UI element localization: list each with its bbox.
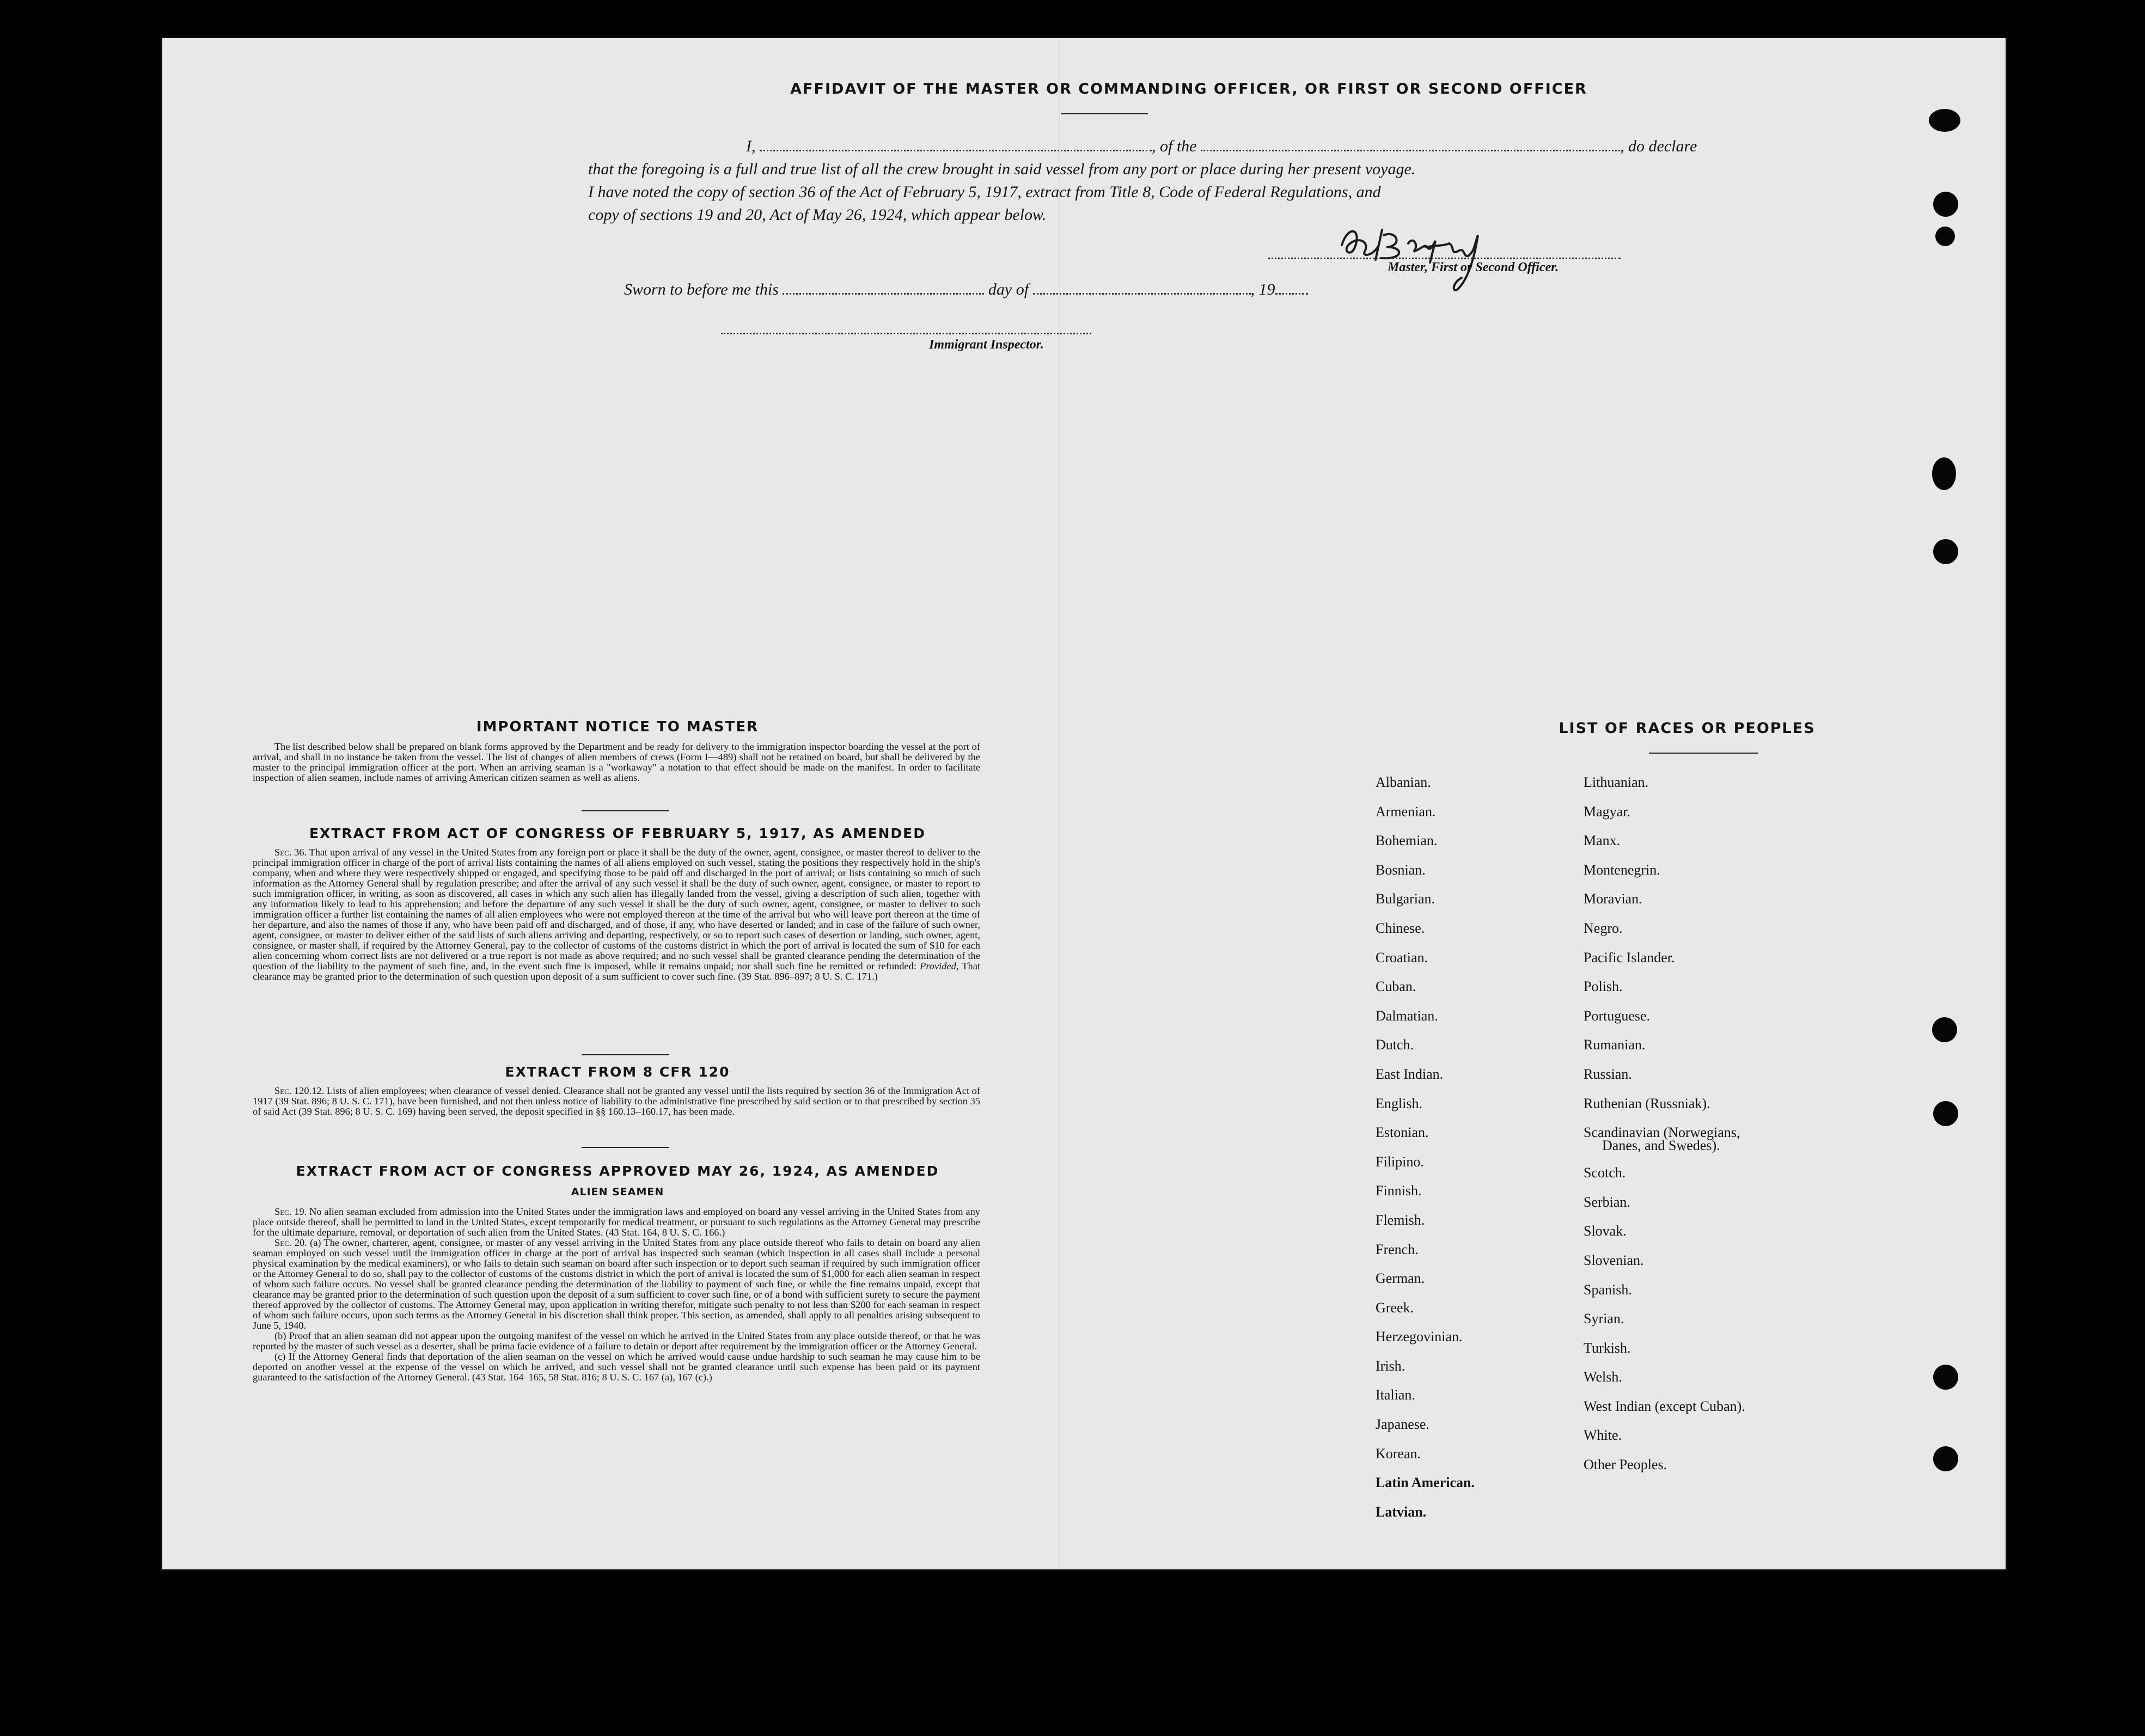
extract-1917-text — [253, 847, 980, 982]
punch-hole — [1932, 457, 1956, 490]
race-item: Syrian. — [1584, 1311, 1624, 1327]
extract-cfr-text — [253, 1086, 980, 1117]
punch-hole — [1933, 192, 1958, 217]
race-item: Portuguese. — [1584, 1007, 1651, 1024]
race-item: Albanian. — [1376, 774, 1431, 790]
officer-signature-line[interactable] — [1268, 258, 1621, 259]
race-item: Croatian. — [1376, 949, 1428, 965]
race-item: Negro. — [1584, 920, 1623, 936]
page-fold — [1059, 38, 1060, 1569]
of-the-label: , of the — [1152, 137, 1197, 155]
declarant-prefix: I, — [746, 137, 756, 155]
notice-text: The list described below shall be prepared on blank forms approved by the Department and be ready for delivery to the immigration inspector boarding the vessel at the port of arrival, and shall in no instance be taken from the vessel. The list of changes of alien members of crews (Form I—489) shall not be retained on board, but shall be delivered by the master to the principal immigration officer at the port. When an arriving seaman is a "workaway" a notation to that effect should be made on the manifest. In order to facilitate inspection of alien seamen, include names of arriving American citizen seamen as well as aliens. — [253, 741, 980, 783]
race-item: White. — [1584, 1427, 1622, 1444]
race-item: Moravian. — [1584, 891, 1642, 907]
race-item: Bosnian. — [1376, 861, 1426, 878]
race-item: Greek. — [1376, 1299, 1414, 1316]
declaration-line-2: that the foregoing is a full and true list of all the crew brought in said vessel from any port or place during her present voyage. — [588, 160, 1416, 178]
race-item: Turkish. — [1584, 1340, 1631, 1356]
punch-hole — [1935, 227, 1955, 246]
sworn-year-label: , 19 — [1250, 280, 1275, 298]
race-item: Filipino. — [1376, 1153, 1424, 1170]
race-item: Russian. — [1584, 1066, 1632, 1082]
races-left-column — [1376, 768, 1475, 1526]
race-item: Polish. — [1584, 979, 1623, 995]
race-item: Scandinavian (Norwegians, — [1584, 1124, 1740, 1141]
race-item: Armenian. — [1376, 803, 1436, 820]
race-item: Serbian. — [1584, 1194, 1630, 1210]
sec-20-label: Sec. 20. — [274, 1237, 307, 1248]
extract-1917-title: EXTRACT FROM ACT OF CONGRESS OF FEBRUARY 5, 1917, AS AMENDED — [309, 826, 926, 841]
race-item: Bulgarian. — [1376, 891, 1435, 907]
extract-1924-subtitle: ALIEN SEAMEN — [571, 1186, 664, 1198]
manifest-back-page — [162, 38, 2006, 1569]
race-item: Herzegovinian. — [1376, 1329, 1463, 1345]
sworn-day-blank[interactable] — [783, 293, 984, 295]
punch-hole — [1933, 539, 1958, 564]
race-item: Spanish. — [1584, 1281, 1632, 1298]
officer-signature — [1332, 213, 1506, 295]
race-item: Ruthenian (Russniak). — [1584, 1095, 1710, 1111]
race-item: Pacific Islander. — [1584, 949, 1675, 965]
race-item: Danes, and Swedes). — [1602, 1138, 1720, 1154]
race-item: Latin American. — [1376, 1475, 1475, 1491]
race-item: East Indian. — [1376, 1066, 1444, 1082]
extract-cfr-rule — [582, 1147, 669, 1148]
notice-rule — [582, 810, 669, 811]
sec-36-body: That upon arrival of any vessel in the United States from any foreign port or place it shall be the duty of the owner, agent, consignee, or master thereof to deliver to the principal immigration officer in charge of the port of arrival lists containing the names of all aliens employed on such vessel, stating the positions they respectively hold in the ship's company, when and where they were respectively shipped or engaged, and specifying those to be paid off and discharged in the port of arrival; or lists containing so much of such information as the Attorney General shall by regulation prescribe; and after the arrival of any such vessel it shall be the duty of such owner, agent, consignee, or master to report to such immigration officer, in writing, as soon as discovered, all cases in which any such alien has illegally landed from the vessel, giving a description of such alien, together with any information likely to lead to his apprehension; and before the departure of any such vessel it shall be the duty of such owner, agent, consignee, or master to deliver to such immigration officer a further list containing the names of all alien employees who were not employed thereon at the time of the arrival but who will leave port thereon at the time of her departure, and also the names of those if any, who have been paid off and discharged, and of those, if any, who have deserted or landed; and in case of the failure of such owner, agent, consignee, or master to deliver either of the said lists of such aliens arriving and departing, respectively, or so to report such cases of desertion or landing, such owner, agent, consignee, or master shall, if required by the Attorney General, pay to the collector of customs of the customs district in which the port of arrival is located the sum of $10 for each alien concerning whom correct lists are not delivered or a true report is not made as above required; and no such vessel shall be granted clearance pending the determination of the question of the liability to the payment of such fine, and, in the event such fine is imposed, while it remains unpaid; nor shall such fine be remitted or refunded: — [253, 847, 981, 971]
race-item: Finnish. — [1376, 1183, 1422, 1199]
race-item: Rumanian. — [1584, 1037, 1646, 1053]
sec-20a-body: (a) The owner, charterer, agent, consignee, or master of any vessel arriving in the United States from any place outside thereof who fails to detain on board any alien seaman employed on such vessel until the immigration officer in charge at the port of arrival has inspected such seaman (which inspection in all cases shall include a personal physical examination by the medical examiners), or who fails to detain such seaman on board after such inspection or to deport such seaman if required by such immigration officer or the Attorney General to do so, shall pay to the collector of customs of the customs district in which the port of arrival is located the sum of $1,000 for each alien seaman in respect of whom such failure occurs. No vessel shall be granted clearance pending the determination of the liability to payment of such fine, or while the fine remains unpaid, except that clearance may be granted prior to the determination of such question upon the deposit of a sum sufficient to cover such fine, or of a bond with sufficient surety to secure the payment thereof approved by the collector of customs. The Attorney General may, upon application in writing therefor, mitigate such penalty to not less than $200 for each seaman in respect of whom such failure occurs, upon such terms as the Attorney General in his discretion shall think proper. This section, as amended, shall apply to all penalties arising subsequent to June 5, 1940. — [253, 1237, 980, 1331]
declarant-name-blank[interactable] — [760, 150, 1152, 151]
punch-hole — [1933, 1365, 1958, 1390]
sworn-day-of-label: day of — [988, 280, 1029, 298]
sworn-statement — [624, 280, 1308, 299]
do-declare-label: , do declare — [1620, 137, 1697, 155]
affidavit-declaration — [588, 135, 1775, 227]
declaration-line-3: I have noted the copy of section 36 of the Act of February 5, 1917, extract from Title 8, Code of Federal Regulations, and — [588, 183, 1381, 201]
race-item: Slovenian. — [1584, 1252, 1644, 1268]
race-item: Estonian. — [1376, 1124, 1429, 1141]
inspector-caption: Immigrant Inspector. — [929, 338, 1044, 352]
race-item: Dutch. — [1376, 1037, 1414, 1053]
race-item: Welsh. — [1584, 1369, 1622, 1385]
race-item: English. — [1376, 1095, 1422, 1111]
race-item: Italian. — [1376, 1387, 1415, 1403]
punch-hole — [1933, 1446, 1958, 1471]
race-item: Lithuanian. — [1584, 774, 1649, 790]
races-title: LIST OF RACES OR PEOPLES — [1559, 720, 1816, 737]
extract-1924-title: EXTRACT FROM ACT OF CONGRESS APPROVED MAY 26, 1924, AS AMENDED — [296, 1163, 939, 1179]
sec-19-label: Sec. 19. — [274, 1206, 307, 1217]
sec-19-body: No alien seaman excluded from admission into the United States under the immigration laws and employed on board any vessel arriving in the United States from any place outside thereof, shall be permitted to land in the United States, except temporarily for medical treatment, or pursuant to such regulations as the Attorney General may prescribe for the ultimate departure, removal, or deportation of such alien from the United States. (43 Stat. 164, 8 U. S. C. 166.) — [253, 1206, 980, 1238]
race-item: French. — [1376, 1241, 1419, 1257]
races-right-column — [1584, 768, 1745, 1480]
sec-120-body: Lists of alien employees; when clearance of vessel denied. Clearance shall not be granted any vessel until the lists required by section 36 of the Immigration Act of 1917 (39 Stat. 896; 8 U. S. C. 171), have been furnished, and not then unless notice of liability to the administrative fine prescribed by said section or to that prescribed by section 35 of said Act (39 Stat. 896; 8 U. S. C. 169) having been served, the deposit specified in §§ 160.13–160.17, has been made. — [253, 1085, 980, 1117]
sec-36-body-end: That clearance may be granted prior to the determination of such question upon deposit of a sum sufficient to cover such fine. (39 Stat. 896–897; 8 U. S. C. 171.) — [253, 961, 980, 982]
vessel-name-blank[interactable] — [1201, 150, 1620, 151]
notice-title: IMPORTANT NOTICE TO MASTER — [476, 719, 759, 735]
race-item: Slovak. — [1584, 1223, 1627, 1239]
declaration-line-4: copy of sections 19 and 20, Act of May 26, 1924, which appear below. — [588, 206, 1047, 224]
race-item: Irish. — [1376, 1358, 1405, 1374]
race-item: Dalmatian. — [1376, 1007, 1438, 1024]
officer-signature-caption: Master, First or Second Officer. — [1388, 260, 1559, 274]
race-item: Bohemian. — [1376, 833, 1438, 849]
race-item: Montenegrin. — [1584, 861, 1660, 878]
affidavit-title: AFFIDAVIT OF THE MASTER OR COMMANDING OFFICER, OR FIRST OR SECOND OFFICER — [790, 81, 1587, 97]
sec-36-label: Sec. 36. — [274, 847, 307, 858]
race-item: Korean. — [1376, 1445, 1421, 1462]
sworn-prefix: Sworn to before me this — [624, 280, 779, 298]
extract-1917-rule — [582, 1054, 669, 1055]
sec-120-label: Sec. 120.12. — [274, 1085, 325, 1096]
race-item: Japanese. — [1376, 1416, 1429, 1433]
inspector-signature-line[interactable] — [721, 333, 1091, 334]
race-item: German. — [1376, 1270, 1425, 1287]
race-item: Other Peoples. — [1584, 1457, 1667, 1473]
punch-hole — [1929, 109, 1960, 132]
extract-1924-body — [253, 1207, 980, 1383]
sec-20a-text — [253, 1238, 980, 1331]
sworn-month-blank[interactable] — [1033, 293, 1251, 295]
race-item: Chinese. — [1376, 920, 1425, 936]
declaration-line-1 — [588, 135, 1775, 158]
race-item: Cuban. — [1376, 979, 1416, 995]
races-title-rule — [1649, 753, 1758, 754]
race-item: Manx. — [1584, 833, 1621, 849]
race-item: Scotch. — [1584, 1165, 1626, 1181]
race-item: Magyar. — [1584, 803, 1630, 820]
sec-20b-text: (b) Proof that an alien seaman did not appear upon the outgoing manifest of the vessel on which he arrived in the United States from any place outside thereof, or that he was reported by the master of such vessel as a deserter, shall be prima facie evidence of a failure to detain or deport after requirement by the immigration officer or the Attorney General. — [253, 1330, 980, 1352]
punch-hole — [1932, 1017, 1957, 1042]
race-item: Flemish. — [1376, 1212, 1425, 1228]
sec-19-text — [253, 1207, 980, 1238]
race-item: Latvian. — [1376, 1503, 1427, 1520]
punch-hole — [1933, 1101, 1958, 1126]
race-item: West Indian (except Cuban). — [1584, 1398, 1745, 1414]
sec-20c-text: (c) If the Attorney General finds that deportation of the alien seaman on the vessel on which he arrived would cause undue hardship to such seaman he may cause him to be deported on another vessel at the expense of the vessel on which he arrived, and such vessel shall not be granted clearance until such expense has been paid or its payment guaranteed to the satisfaction of the Attorney General. (43 Stat. 164–165, 58 Stat. 816; 8 U. S. C. 167 (a), 167 (c).) — [253, 1351, 980, 1383]
sec-36-provided: Provided, — [920, 961, 959, 971]
extract-cfr-title: EXTRACT FROM 8 CFR 120 — [505, 1064, 730, 1080]
sworn-year-blank[interactable] — [1275, 293, 1308, 295]
affidavit-title-rule — [1061, 113, 1148, 114]
